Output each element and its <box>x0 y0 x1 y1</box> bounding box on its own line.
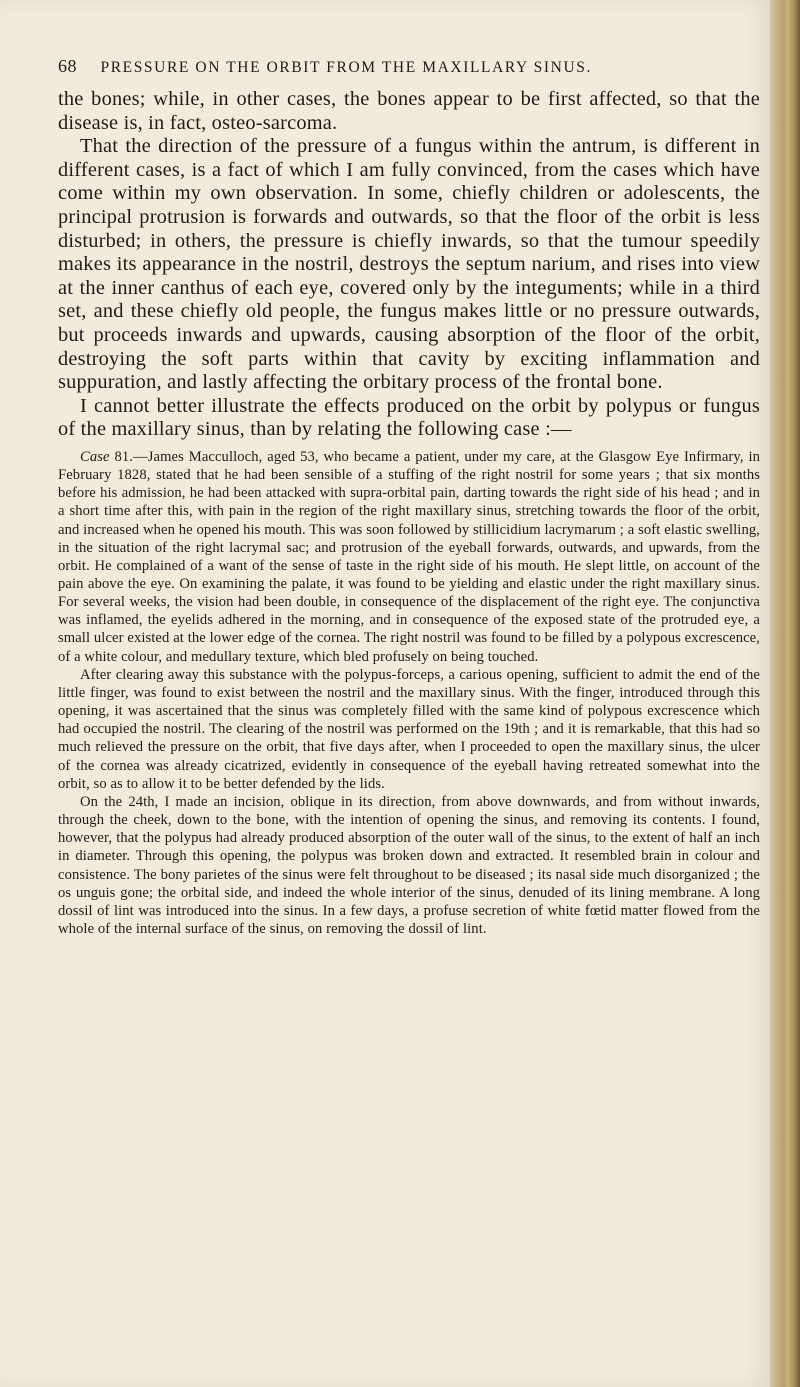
page-text <box>58 88 760 938</box>
case-paragraph-2: After clearing away this substance with the polypus-forceps, a carious opening, sufficient to admit the end of the little finger, was found to exist between the nostril and the maxillary sinus. With the finger, introduced through this opening, it was ascertained that the sinus was completely filled with the same kind of polypous excrescence which had occupied the nostril. The clearing of the nostril was performed on the 19th ; and it is remarkable, that this had so much relieved the pressure on the orbit, that five days after, when I proceeded to open the maxillary sinus, the ulcer of the cornea was already cicatrized, evidently in consequence of the eyeball having retreated somewhat into the orbit, so as to allow it to be better defended by the lids. <box>58 666 760 792</box>
paragraph-case-introduction: I cannot better illustrate the effects produced on the orbit by polypus or fungus of the maxillary sinus, than by relating the following case :— <box>58 394 760 441</box>
paragraph-continuation: the bones; while, in other cases, the bones appear to be first affected, so that the disease is, in fact, osteo-sarcoma. <box>58 88 760 134</box>
adjacent-page-edge <box>770 0 800 1387</box>
page-number: 68 <box>58 56 77 76</box>
case-paragraph-3: On the 24th, I made an incision, oblique in its direction, from above downwards, and from without inwards, through the cheek, down to the bone, with the intention of opening the sinus, and removing its contents. I found, however, that the polypus had already produced absorption of the outer wall of the sinus, to the extent of half an inch in diameter. Through this opening, the polypus was broken down and extracted. It resembled brain in colour and consistence. The bony parietes of the sinus were felt throughout to be diseased ; its nasal side much disorganized ; the os unguis gone; the orbital side, and indeed the whole interior of the sinus, denuded of its lining membrane. A long dossil of lint was introduced into the sinus. In a few days, a profuse secretion of white fœtid matter flowed from the whole of the internal surface of the sinus, on removing the dossil of lint. <box>58 793 760 937</box>
case-label: Case <box>80 448 110 465</box>
running-title: PRESSURE ON THE ORBIT FROM THE MAXILLARY SINUS. <box>100 59 592 76</box>
paragraph-pressure-direction: That the direction of the pressure of a fungus within the antrum, is different in different cases, is a fact of which I am fully convinced, from the cases which have come within my own observation. In some, chiefly children or adolescents, the principal protrusion is forwards and outwards, so that the floor of the orbit is less disturbed; in others, the pressure is chiefly inwards, so that the tumour speedily makes its appearance in the nostril, destroys the septum narium, and rises into view at the inner canthus of each eye, covered only by the integuments; while in a third set, and these chiefly old people, the fungus makes little or no pressure outwards, but proceeds inwards and upwards, causing absorption of the floor of the orbit, destroying the soft parts within that cavity by exciting inflammation and suppuration, and lastly affecting the orbitary process of the frontal bone. <box>58 135 760 394</box>
main-text <box>58 88 760 442</box>
case-report <box>58 448 760 938</box>
page-header <box>58 56 698 77</box>
case-paragraph-1 <box>58 448 760 666</box>
case-paragraph-1-text: 81.—James Macculloch, aged 53, who became a patient, under my care, at the Glasgow Eye Infirmary, in February 1828, stated that he had been sensible of a stuffing of the right nostril for some years ; that six months before his admission, he had been attacked with supra-orbital pain, darting towards the right side of his head ; and in a short time after this, with pain in the region of the right maxillary sinus, stretching towards the floor of the orbit, and increased when he opened his mouth. This was soon followed by stillicidium lacrymarum ; a soft elastic swelling, in the situation of the right lacrymal sac; and protrusion of the eyeball forwards, outwards, and upwards, from the orbit. He complained of a want of the sense of taste in the right side of his mouth. He slept little, on account of the pain above the eye. On examining the palate, it was found to be yielding and elastic under the right maxillary sinus. For several weeks, the vision had been double, in consequence of the displacement of the right eye. The conjunctiva was inflamed, the eyelids adhered in the morning, and in consequence of the exposed state of the protruded eye, a small ulcer existed at the lower edge of the cornea. The right nostril was found to be filled by a polypous excrescence, of a white colour, and medullary texture, which bled profusely on being touched. <box>58 448 760 665</box>
